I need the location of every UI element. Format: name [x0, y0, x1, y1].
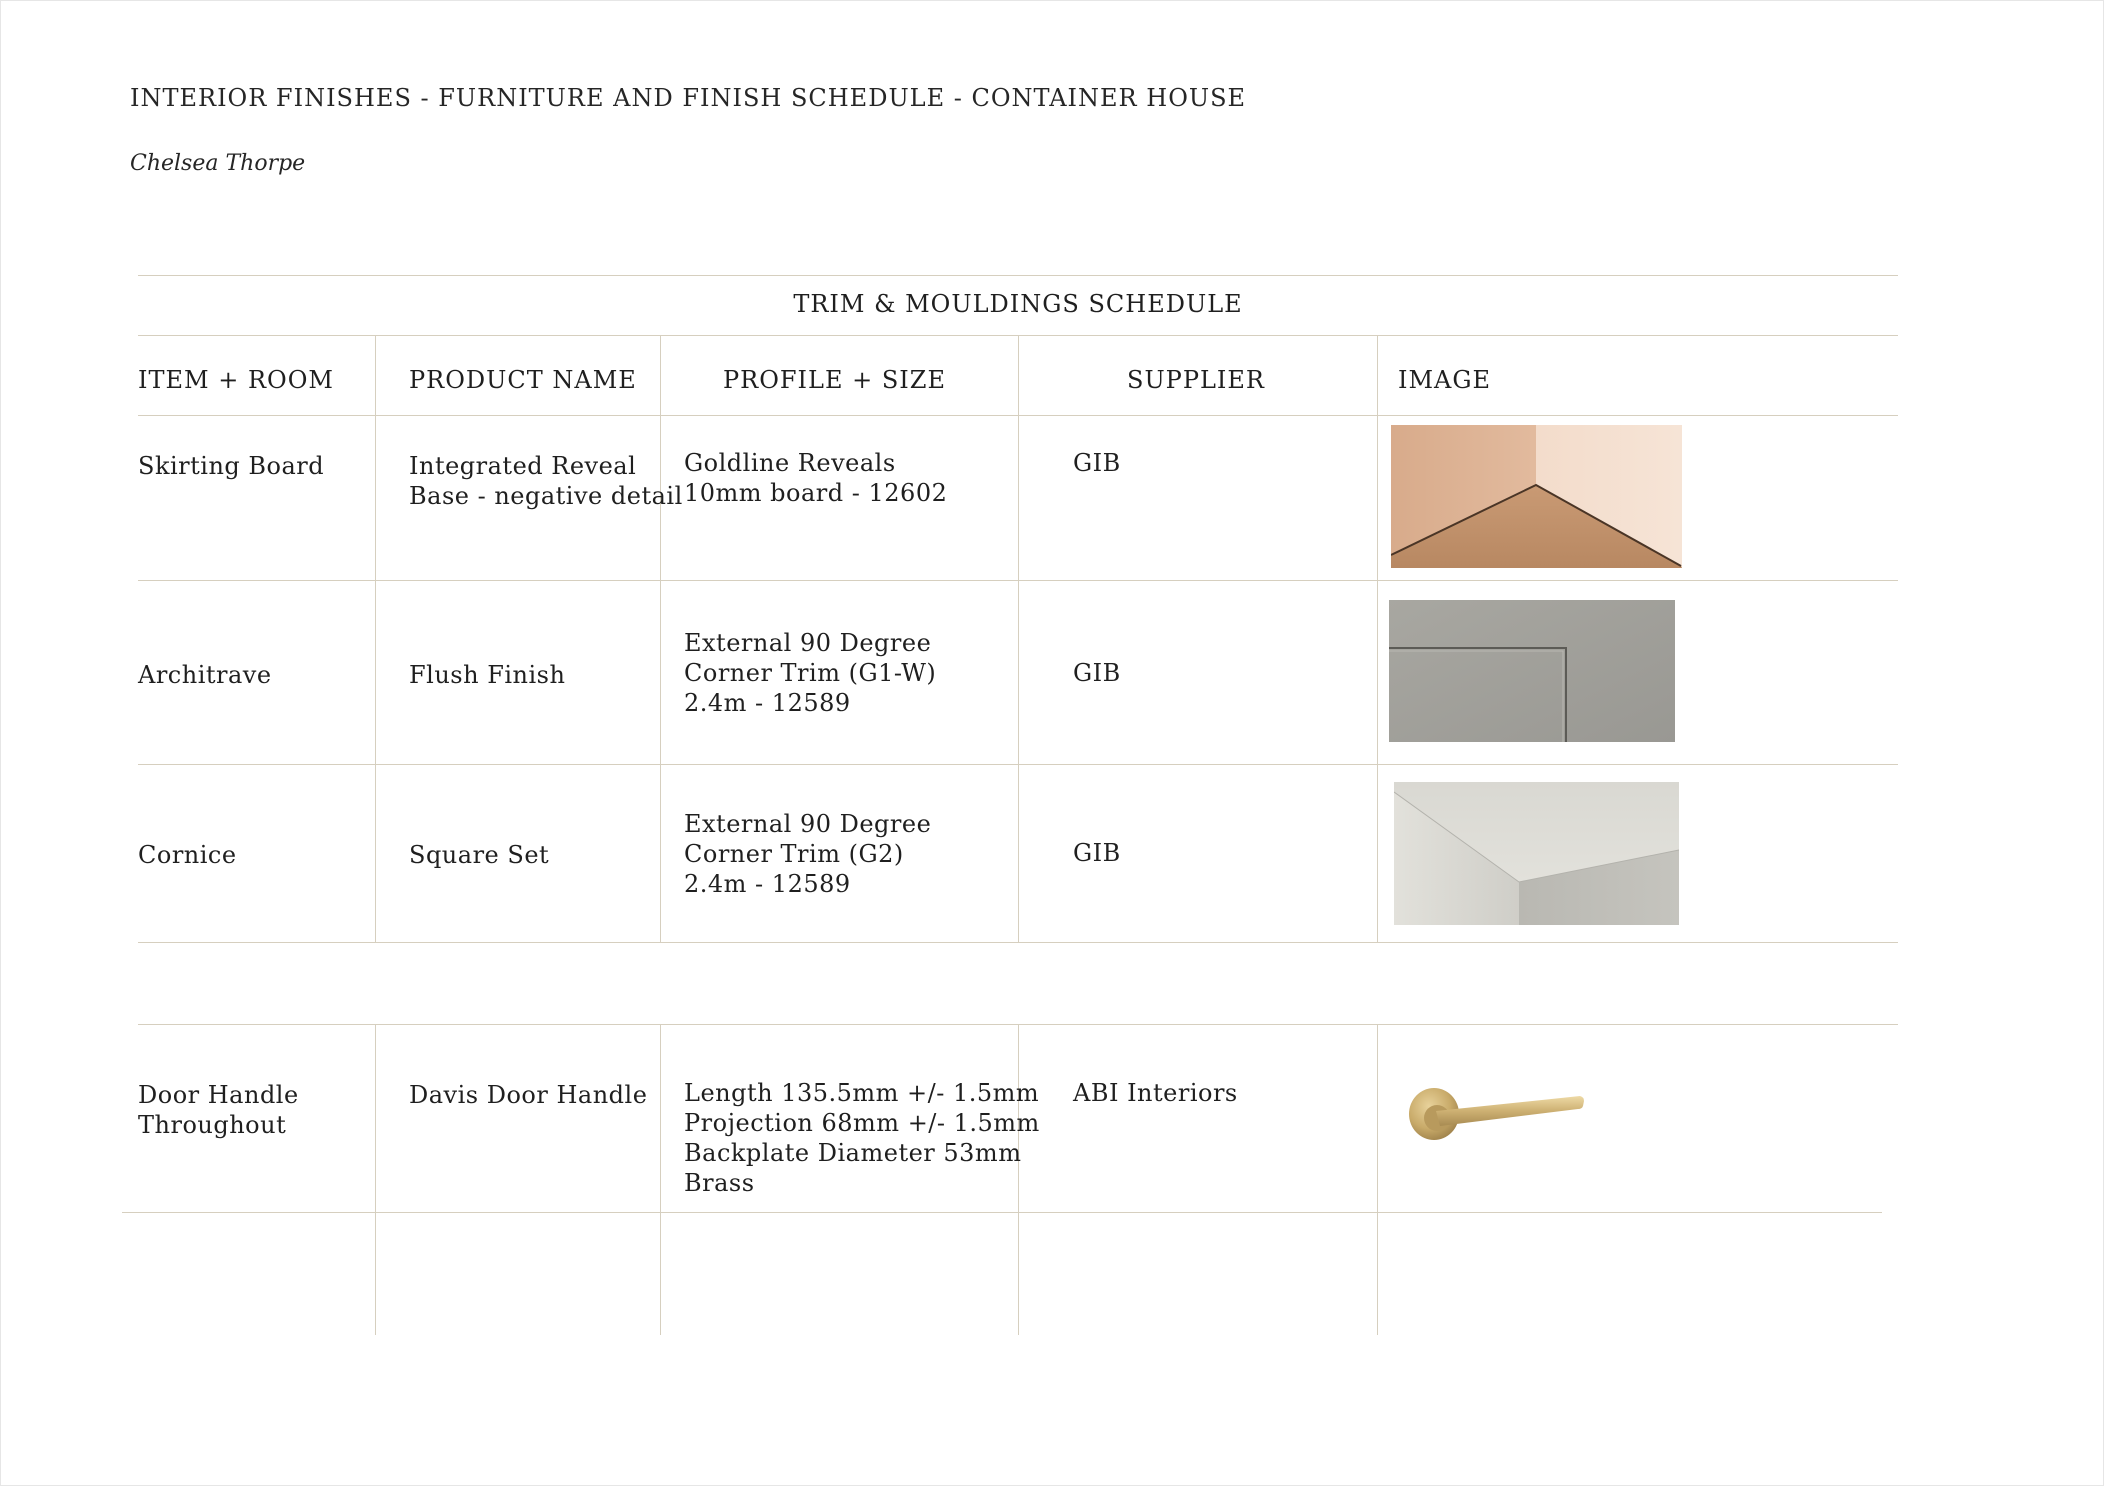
row-4-profile: [684, 1078, 1040, 1198]
row-2-item: [138, 660, 272, 690]
brass-door-handle-photo: [1400, 1070, 1600, 1180]
column-header-profile-size: PROFILE + SIZE: [723, 366, 946, 394]
row-1-product-line: Integrated Reveal: [409, 452, 637, 480]
row-1-profile: [684, 448, 947, 508]
rule-row-3: [138, 942, 1898, 943]
row-3-profile-line: 2.4m - 12589: [684, 870, 851, 898]
col-divider-2-lower: [660, 1024, 661, 1335]
row-2-profile: [684, 628, 936, 718]
row-4-item-line: Door Handle: [138, 1081, 299, 1109]
skirting-corner-photo: [1391, 425, 1682, 568]
column-header-image: IMAGE: [1398, 366, 1492, 394]
row-2-item-line: Architrave: [138, 661, 272, 689]
col-divider-1: [375, 335, 376, 942]
row-3-profile-line: Corner Trim (G2): [684, 840, 904, 868]
row-3-product-line: Square Set: [409, 841, 550, 869]
col-divider-2: [660, 335, 661, 942]
row-2-product-line: Flush Finish: [409, 661, 566, 689]
row-1-item: [138, 451, 324, 481]
col-divider-4: [1377, 335, 1378, 942]
schedule-title: TRIM & MOULDINGS SCHEDULE: [793, 290, 1243, 318]
row-4-profile-line: Projection 68mm +/- 1.5mm: [684, 1109, 1040, 1137]
row-4-profile-line: Backplate Diameter 53mm: [684, 1139, 1022, 1167]
row-3-supplier: GIB: [1073, 839, 1121, 867]
row-4-product: [409, 1080, 647, 1110]
row-4-product-line: Davis Door Handle: [409, 1081, 648, 1109]
row-2-profile-line: External 90 Degree: [684, 629, 932, 657]
row-1-product: [409, 451, 683, 511]
column-header-product-name: PRODUCT NAME: [409, 366, 637, 394]
row-3-item-line: Cornice: [138, 841, 237, 869]
col-divider-4-lower: [1377, 1024, 1378, 1335]
row-4-supplier: ABI Interiors: [1073, 1079, 1238, 1107]
square-set-cornice-photo: [1394, 782, 1679, 925]
document-author: Chelsea Thorpe: [130, 151, 306, 176]
row-3-item: [138, 840, 237, 870]
row-1-supplier: GIB: [1073, 449, 1121, 477]
flush-architrave-photo: [1389, 600, 1675, 742]
row-3-product: [409, 840, 549, 870]
col-divider-3: [1018, 335, 1019, 942]
row-4-profile-line: Length 135.5mm +/- 1.5mm: [684, 1079, 1040, 1107]
document-title: INTERIOR FINISHES - FURNITURE AND FINISH SCHEDULE - CONTAINER HOUSE: [130, 84, 1247, 112]
row-2-profile-line: 2.4m - 12589: [684, 689, 851, 717]
column-header-supplier: SUPPLIER: [1127, 366, 1265, 394]
row-2-supplier: GIB: [1073, 659, 1121, 687]
row-3-profile: [684, 809, 931, 899]
row-4-profile-line: Brass: [684, 1169, 755, 1197]
rule-top: [138, 275, 1898, 276]
col-divider-1-lower: [375, 1024, 376, 1335]
row-1-profile-line: 10mm board - 12602: [684, 479, 948, 507]
row-2-profile-line: Corner Trim (G1-W): [684, 659, 937, 687]
row-4-item: [138, 1080, 299, 1140]
row-4-item-line: Throughout: [138, 1111, 287, 1139]
row-1-profile-line: Goldline Reveals: [684, 449, 896, 477]
row-3-profile-line: External 90 Degree: [684, 810, 932, 838]
column-header-item-room: ITEM + ROOM: [138, 366, 334, 394]
row-2-product: [409, 660, 565, 690]
row-1-product-line: Base - negative detail: [409, 482, 683, 510]
rule-row-4-bottom: [122, 1212, 1882, 1213]
row-1-item-line: Skirting Board: [138, 452, 325, 480]
